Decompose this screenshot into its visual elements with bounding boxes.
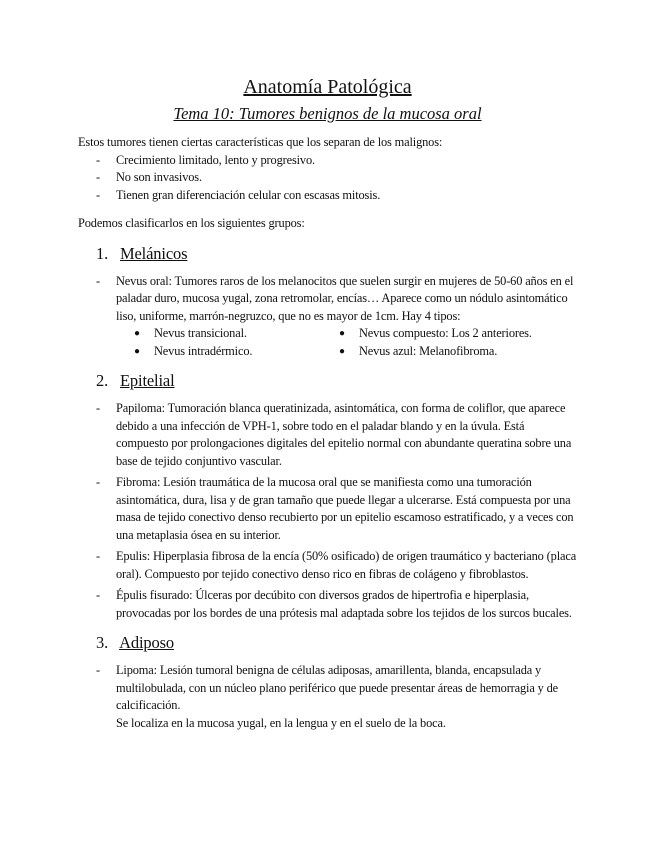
characteristics-list	[78, 152, 578, 205]
list-item: - Tienen gran diferenciación celular con escasas mitosis.	[78, 187, 578, 205]
list-item: - Fibroma: Lesión traumática de la mucosa oral que se manifiesta como una tumoración asintomática, dura, lisa y de gran tamaño que puede llegar a ulcerarse. Está compuesta por una masa de tejido conectivo denso recubierto por un epitelio escamoso estratificado, y a veces con una metaplasia ósea en su interior.	[78, 474, 578, 544]
section-heading-melanicos	[78, 243, 578, 265]
section-entries	[78, 273, 578, 326]
list-item: - Epulis: Hiperplasia fibrosa de la encía (50% osificado) de origen traumático y bacteriano (placa oral). Compuesto por tejido conectivo denso rico en fibras de colágeno y fibroblastos.	[78, 548, 578, 583]
section-title: Adiposo	[119, 633, 174, 652]
list-item: - Nevus oral: Tumores raros de los melanocitos que suelen surgir en mujeres de 50-60 años en el paladar duro, mucosa yugal, zona retromolar, encías… Aparece como un nódulo asintomático liso, uniforme, marrón-negruzco, que no es mayor de 1cm. Hay 4 tipos:	[78, 273, 578, 326]
document-body	[78, 134, 578, 732]
list-item: - Papiloma: Tumoración blanca queratinizada, asintomática, con forma de coliflor, que aparece debido a una infección de VPH-1, sobre todo en el paladar blando y en la úvula. Está compuesto por prolongaciones digitales del epitelio normal con abundante queratina sobre una base de tejido conjuntivo vascular.	[78, 400, 578, 470]
document-title: Anatomía Patológica	[243, 76, 412, 98]
section-number: 1.	[96, 243, 109, 263]
list-item: - Épulis fisurado: Úlceras por decúbito con diversos grados de hipertrofia e hiperplasia, provocadas por los bordes de una prótesis mal adaptada sobre los tejidos de los surcos bucales.	[78, 587, 578, 622]
list-item: - Crecimiento limitado, lento y progresivo.	[78, 152, 578, 170]
list-item: ● Nevus compuesto: Los 2 anteriores.	[339, 325, 559, 343]
section-number: 3.	[96, 633, 109, 652]
section-heading-epitelial	[78, 370, 578, 392]
section-entries	[78, 400, 578, 622]
section-title: Melánicos	[119, 243, 188, 263]
nevus-types-list	[134, 325, 578, 360]
section-number: 2.	[96, 371, 109, 390]
section-entries	[78, 662, 578, 715]
section-heading-adiposo	[78, 632, 578, 654]
section-note: Se localiza en la mucosa yugal, en la lengua y en el suelo de la boca.	[116, 715, 446, 730]
list-item: ● Nevus intradérmico.	[134, 343, 339, 361]
document-subtitle: Tema 10: Tumores benignos de la mucosa oral	[173, 104, 482, 123]
section-title: Epitelial	[119, 371, 175, 390]
list-item: ● Nevus transicional.	[134, 325, 339, 343]
list-item: - No son invasivos.	[78, 169, 578, 187]
groups-intro: Podemos clasificarlos en los siguientes grupos:	[78, 216, 305, 230]
list-item: ● Nevus azul: Melanofibroma.	[339, 343, 559, 361]
intro-paragraph: Estos tumores tienen ciertas características que los separan de los malignos:	[78, 135, 443, 149]
list-item: - Lipoma: Lesión tumoral benigna de células adiposas, amarillenta, blanda, encapsulada y multilobulada, con un núcleo plano periférico que puede presentar áreas de hemorragia y de calcificación.	[78, 662, 578, 715]
